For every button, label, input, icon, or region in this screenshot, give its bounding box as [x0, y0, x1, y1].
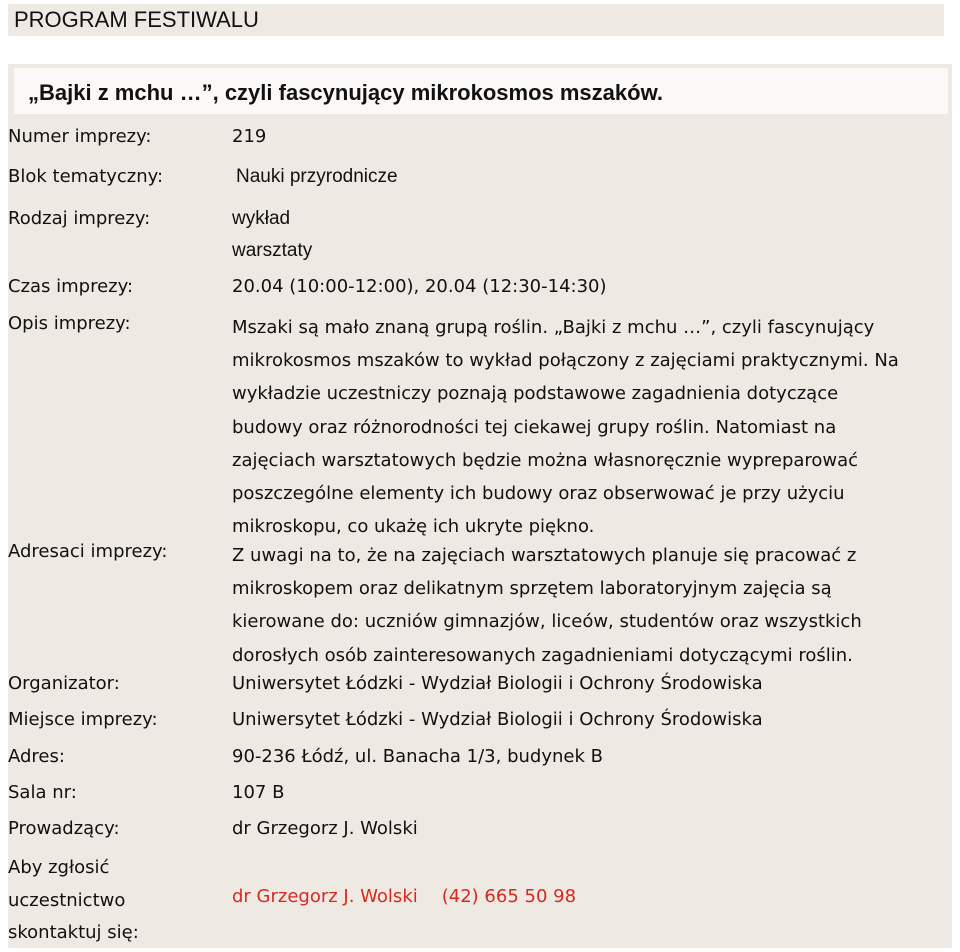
description-line: zajęciach warsztatowych będzie można własnoręcznie wypreparować [232, 449, 859, 471]
description-line: budowy oraz różnorodności tej ciekawej grupy roślin. Natomiast na [232, 416, 837, 438]
type-label: Rodzaj imprezy: [8, 208, 151, 229]
contact-label [8, 852, 139, 950]
audience-line: kierowane do: uczniów gimnazjów, liceów, studentów oraz wszystkich [232, 611, 862, 633]
description-text [232, 311, 899, 543]
host-label: Prowadzący: [8, 818, 120, 839]
venue-value: Uniwersytet Łódzki - Wydział Biologii i Ochrony Środowiska [232, 709, 763, 730]
event-title-bar [14, 68, 948, 114]
description-label: Opis imprezy: [8, 313, 131, 334]
address-label: Adres: [8, 746, 65, 767]
contact-name: dr Grzegorz J. Wolski [232, 886, 418, 907]
host-value: dr Grzegorz J. Wolski [232, 818, 418, 839]
audience-line: mikroskopem oraz delikatnym sprzętem laboratoryjnym zajęcia są [232, 578, 832, 600]
audience-label: Adresaci imprezy: [8, 541, 168, 562]
contact-value [232, 884, 576, 910]
description-line: wykładzie uczestniczy poznają podstawowe zagadnienia dotyczące [232, 383, 839, 405]
number-value: 219 [232, 126, 267, 147]
room-label: Sala nr: [8, 782, 77, 803]
organizer-label: Organizator: [8, 673, 120, 694]
type-value-workshop: warsztaty [232, 240, 313, 261]
type-value-lecture: wykład [232, 208, 291, 229]
organizer-value: Uniwersytet Łódzki - Wydział Biologii i Ochrony Środowiska [232, 673, 763, 694]
event-title: „Bajki z mchu …”, czyli fascynujący mikrokosmos mszaków. [28, 80, 663, 105]
contact-label-line: uczestnictwo [8, 889, 126, 911]
block-label: Blok tematyczny: [8, 166, 164, 187]
room-value: 107 B [232, 782, 285, 803]
description-line: poszczególne elementy ich budowy oraz obserwować je przy użyciu [232, 483, 845, 505]
address-value: 90-236 Łódź, ul. Banacha 1/3, budynek B [232, 746, 603, 767]
event-panel [8, 64, 952, 948]
page-header-title: PROGRAM FESTIWALU [14, 7, 259, 32]
contact-phone: (42) 665 50 98 [441, 886, 577, 907]
audience-text [232, 539, 862, 672]
number-label: Numer imprezy: [8, 126, 152, 147]
contact-label-line: Aby zgłosić [8, 857, 110, 878]
contact-label-line: skontaktuj się: [8, 922, 139, 943]
description-line: mikroskopu, co ukażę ich ukryte piękno. [232, 516, 595, 538]
time-value: 20.04 (10:00-12:00), 20.04 (12:30-14:30) [232, 276, 607, 297]
block-value: Nauki przyrodnicze [236, 166, 398, 187]
time-label: Czas imprezy: [8, 276, 134, 297]
venue-label: Miejsce imprezy: [8, 709, 158, 730]
audience-line: Z uwagi na to, że na zajęciach warsztatowych planuje się pracować z [232, 545, 857, 566]
description-line: mikrokosmos mszaków to wykład połączony z zajęciami praktycznymi. Na [232, 350, 899, 372]
description-line: Mszaki są mało znaną grupą roślin. „Bajki z mchu …”, czyli fascynujący [232, 317, 875, 338]
page-header [8, 4, 944, 36]
audience-line: dorosłych osób zainteresowanych zagadnieniami dotyczącymi roślin. [232, 644, 853, 666]
